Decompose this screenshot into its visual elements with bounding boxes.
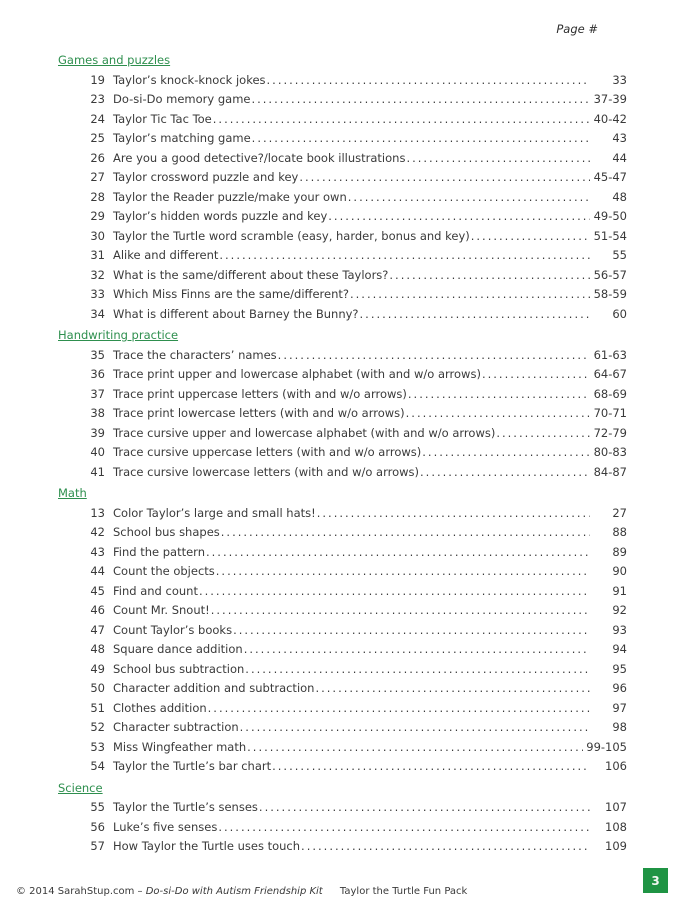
dot-leader [208,699,590,719]
entry-number: 25 [90,131,105,145]
entry-number: 27 [90,170,105,184]
entry-title: Find and count [113,583,198,598]
toc-entry [58,188,627,208]
toc-entry [58,582,627,602]
entry-page-number: 93 [612,622,627,637]
dot-leader [301,837,590,857]
entry-number: 38 [90,406,105,420]
entry-page-number: 98 [612,720,627,734]
entry-title: Miss Wingfeather math [113,739,247,754]
toc-entry [58,504,627,524]
entry-page-number: 89 [612,544,627,559]
entry-page-number: 51-54 [593,228,627,243]
entry-page-number: 56-57 [593,267,627,282]
dot-leader [299,168,590,188]
entry-title: School bus subtraction [113,661,245,676]
entry-page-number: 91 [612,583,627,598]
dot-leader [360,305,590,325]
entry-title: Find the pattern [113,544,205,559]
entry-page-number: 45-47 [593,170,627,184]
entry-title: Taylor’s hidden words puzzle and key [113,209,328,223]
page-number-column-header: Page # [556,22,598,36]
entry-number: 44 [90,564,105,578]
dot-leader [350,285,590,305]
entry-title: Taylor the Turtle’s senses [113,800,258,814]
entry-page-number: 60 [612,306,627,321]
toc-entry [58,818,627,838]
dot-leader [408,385,590,405]
entry-title: Taylor Tic Tac Toe [113,111,212,126]
entry-page-number: 44 [612,150,627,165]
entry-number: 13 [90,505,105,520]
entry-title: Taylor the Turtle’s bar chart [113,759,272,773]
entry-number: 53 [90,739,105,754]
entry-number: 34 [90,306,105,321]
dot-leader [496,424,590,444]
entry-title: Which Miss Finns are the same/different? [113,287,349,301]
toc-entry [58,543,627,563]
entry-title: Character subtraction [113,720,239,734]
entry-page-number: 49-50 [593,209,627,223]
entry-title: Trace cursive lowercase letters (with and w/o arrows) [113,464,420,479]
entry-number: 48 [90,642,105,656]
entry-number: 41 [90,464,105,479]
entry-title: Trace print upper and lowercase alphabet (with and w/o arrows) [113,367,481,381]
entry-number: 57 [90,839,105,853]
entry-number: 32 [90,267,105,282]
toc-entry [58,738,627,758]
dot-leader [216,562,590,582]
toc-entry [58,110,627,130]
section-heading-link[interactable]: Handwriting practice [58,328,179,342]
entry-number: 31 [90,248,105,262]
toc-entry [58,424,627,444]
entry-page-number: 43 [612,131,627,145]
dot-leader [317,504,590,524]
entry-number: 36 [90,367,105,381]
toc-entry [58,168,627,188]
entry-title: Clothes addition [113,700,207,715]
dot-leader [213,110,590,130]
toc-section [58,482,627,777]
dot-leader [244,640,590,660]
entry-number: 39 [90,425,105,440]
entry-title: School bus shapes [113,525,220,539]
entry-page-number: 95 [612,661,627,676]
entry-number: 33 [90,287,105,301]
dot-leader [267,71,590,91]
toc-section [58,777,627,857]
entry-page-number: 94 [612,642,627,656]
toc-entry [58,601,627,621]
dot-leader [348,188,590,208]
dot-leader [199,582,590,602]
dot-leader [218,818,590,838]
entry-page-number: 37-39 [593,92,627,106]
entry-number: 35 [90,347,105,362]
entry-page-number: 48 [612,189,627,204]
entry-number: 52 [90,720,105,734]
entry-number: 45 [90,583,105,598]
toc-entry [58,71,627,91]
dot-leader [247,738,583,758]
entry-number: 19 [90,72,105,87]
entry-number: 24 [90,111,105,126]
entry-title: What is the same/different about these Taylors? [113,267,389,282]
entry-page-number: 88 [612,525,627,539]
entry-page-number: 33 [612,72,627,87]
entry-number: 28 [90,189,105,204]
entry-number: 43 [90,544,105,559]
dot-leader [233,621,590,641]
toc-entry [58,266,627,286]
section-heading-link[interactable]: Games and puzzles [58,53,171,67]
entry-title: How Taylor the Turtle uses touch [113,839,301,853]
entry-number: 37 [90,386,105,401]
entry-title: Count Taylor’s books [113,622,233,637]
entry-page-number: 58-59 [593,287,627,301]
entry-title: Trace the characters’ names [113,347,277,362]
toc-entry [58,285,627,305]
table-of-contents [58,49,627,857]
entry-title: Square dance addition [113,642,243,656]
entry-page-number: 40-42 [593,111,627,126]
entry-page-number: 72-79 [593,425,627,440]
entry-title: Taylor the Turtle word scramble (easy, harder, bonus and key) [113,228,470,243]
entry-page-number: 92 [612,603,627,617]
toc-entry [58,443,627,463]
entry-page-number: 109 [605,839,627,853]
toc-entry [58,365,627,385]
entry-page-number: 68-69 [593,386,627,401]
entry-title: Taylor the Reader puzzle/make your own [113,189,347,204]
toc-entry [58,837,627,857]
entry-title: Trace cursive uppercase letters (with and w/o arrows) [113,445,422,459]
toc-entry [58,718,627,738]
dot-leader [406,404,590,424]
toc-entry [58,562,627,582]
entry-number: 49 [90,661,105,676]
entry-number: 42 [90,525,105,539]
entry-page-number: 96 [612,681,627,695]
entry-number: 29 [90,209,105,223]
entry-page-number: 90 [612,564,627,578]
entry-title: Trace print uppercase letters (with and w/o arrows) [113,386,407,401]
entry-page-number: 97 [612,700,627,715]
entry-title: What is different about Barney the Bunny? [113,306,359,321]
entry-title: Trace print lowercase letters (with and w/o arrows) [113,406,405,420]
dot-leader [389,266,590,286]
dot-leader [328,207,590,227]
section-heading-link[interactable]: Science [58,780,103,795]
entry-title: Taylor crossword puzzle and key [113,170,299,184]
entry-number: 56 [90,819,105,834]
toc-entry [58,621,627,641]
toc-entry [58,90,627,110]
entry-title: Count the objects [113,564,215,578]
entry-page-number: 99-105 [586,739,627,754]
dot-leader [471,227,590,247]
entry-page-number: 106 [605,759,627,773]
toc-entry [58,757,627,777]
toc-entry [58,660,627,680]
dot-leader [259,798,590,818]
toc-entry [58,463,627,483]
toc-entry [58,346,627,366]
dot-leader [240,718,590,738]
toc-entry [58,227,627,247]
entry-title: Are you a good detective?/locate book illustrations [113,150,406,165]
dot-leader [252,129,590,149]
toc-entry [58,699,627,719]
entry-page-number: 55 [612,248,627,262]
entry-title: Taylor’s knock-knock jokes [113,72,266,87]
entry-number: 51 [90,700,105,715]
entry-title: Trace cursive upper and lowercase alphabet (with and w/o arrows) [113,425,496,440]
entry-page-number: 84-87 [593,464,627,479]
entry-title: Luke’s five senses [113,819,218,834]
entry-title: Taylor’s matching game [113,131,251,145]
toc-entry [58,305,627,325]
dot-leader [219,246,590,266]
section-heading-link[interactable]: Math [58,486,87,500]
entry-page-number: 27 [612,505,627,520]
entry-number: 50 [90,681,105,695]
entry-title: Color Taylor’s large and small hats! [113,505,316,520]
toc-entry [58,798,627,818]
dot-leader [406,149,590,169]
dot-leader [206,543,590,563]
toc-entry [58,246,627,266]
entry-page-number: 61-63 [593,347,627,362]
entry-number: 54 [90,759,105,773]
entry-number: 40 [90,445,105,459]
dot-leader [245,660,590,680]
toc-entry [58,149,627,169]
footer-page-badge: 3 [643,868,668,893]
dot-leader [315,679,590,699]
toc-entry [58,404,627,424]
dot-leader [221,523,590,543]
toc-entry [58,207,627,227]
dot-leader [272,757,590,777]
entry-number: 47 [90,622,105,637]
toc-entry [58,385,627,405]
footer [16,886,467,897]
entry-page-number: 107 [605,800,627,814]
entry-page-number: 80-83 [593,445,627,459]
entry-number: 46 [90,603,105,617]
entry-title: Character addition and subtraction [113,681,315,695]
entry-title: Do-si-Do memory game [113,92,251,106]
footer-copyright: © 2014 SarahStup.com – [16,886,143,897]
entry-page-number: 108 [605,819,627,834]
entry-number: 55 [90,800,105,814]
toc-section [58,324,627,482]
toc-entry [58,129,627,149]
dot-leader [420,463,590,483]
dot-leader [482,365,590,385]
entry-title: Alike and different [113,248,219,262]
dot-leader [211,601,590,621]
dot-leader [251,90,590,110]
toc-entry [58,640,627,660]
footer-kit-title: Do-si-Do with Autism Friendship Kit [145,886,323,897]
toc-entry [58,523,627,543]
entry-number: 26 [90,150,105,165]
dot-leader [278,346,590,366]
entry-title: Count Mr. Snout! [113,603,210,617]
toc-entry [58,679,627,699]
dot-leader [422,443,590,463]
toc-section [58,49,627,324]
entry-number: 30 [90,228,105,243]
entry-page-number: 64-67 [593,367,627,381]
entry-number: 23 [90,92,105,106]
entry-page-number: 70-71 [593,406,627,420]
footer-pack-title: Taylor the Turtle Fun Pack [339,886,468,897]
